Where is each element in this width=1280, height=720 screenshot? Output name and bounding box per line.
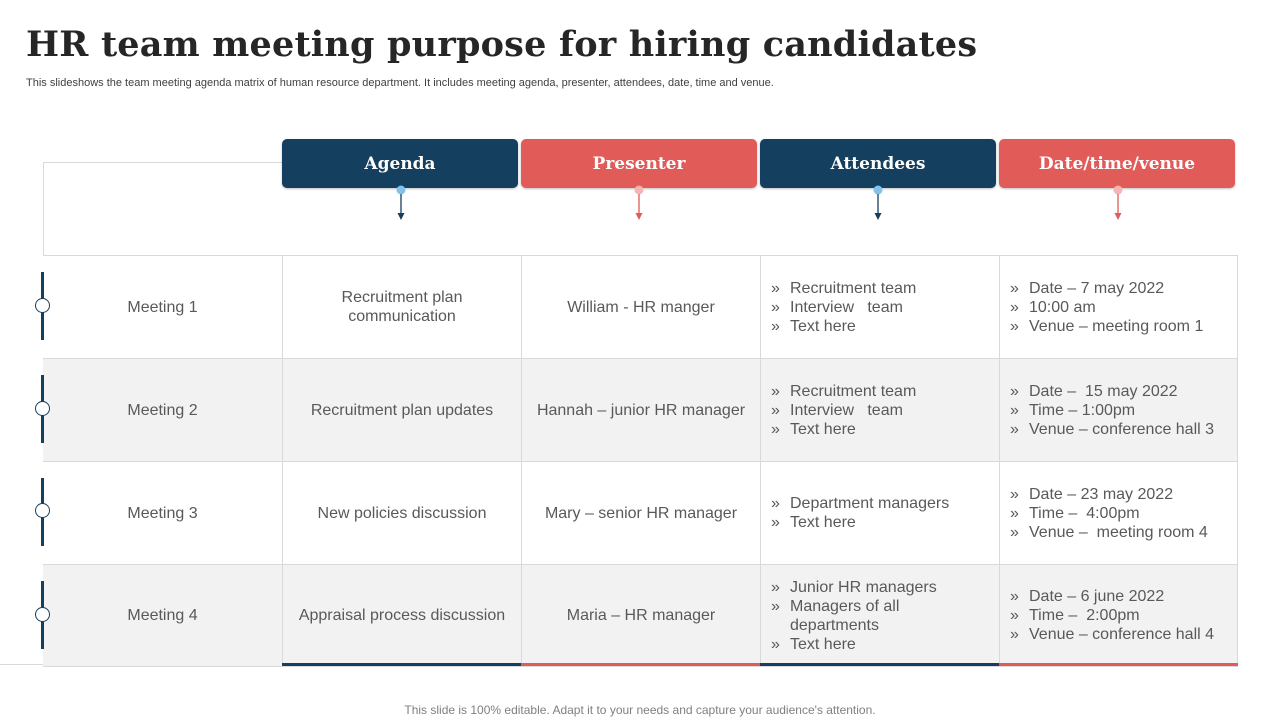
header-attendees: Attendees — [760, 139, 996, 188]
bullet-marker: » — [771, 578, 780, 596]
list-item: » Interview team — [771, 401, 903, 419]
list-item: » Venue – meeting room 4 — [1010, 523, 1208, 541]
list-item: » Venue – conference hall 3 — [1010, 420, 1215, 438]
list-item: » Date – 15 may 2022 — [1010, 382, 1178, 400]
list-item: » Date – 6 june 2022 — [1010, 588, 1165, 605]
bullet-marker: » — [771, 635, 780, 653]
list-item: » Time – 2:00pm — [1010, 607, 1140, 624]
list-item: » Time – 4:00pm — [1010, 504, 1140, 522]
bullet-marker: » — [771, 514, 780, 531]
meeting-label: Meeting 2 — [127, 401, 198, 419]
list-item: » Department managers — [771, 495, 950, 512]
attendees-column-bar — [760, 663, 999, 666]
bullet-marker: » — [771, 298, 780, 316]
header-date-time-venue: Date/time/venue — [999, 139, 1235, 188]
list-item: » Text here — [771, 514, 856, 531]
bullet-marker: » — [1010, 298, 1019, 316]
bullet-marker: » — [1010, 401, 1019, 419]
schedule-column-bar — [999, 663, 1238, 666]
presenter-cell: Hannah – junior HR manager — [521, 359, 760, 461]
list-item: » Junior HR managers — [771, 578, 937, 596]
slide-title: HR team meeting purpose for hiring candidates — [26, 24, 978, 65]
agenda-cell: Appraisal process discussion — [282, 565, 521, 666]
bullet-marker: » — [771, 420, 780, 438]
bullet-marker: » — [771, 317, 780, 335]
bullet-marker: » — [771, 279, 780, 297]
bullet-marker: » — [1010, 420, 1019, 438]
list-item: » Text here — [771, 317, 856, 335]
bullet-marker: » — [1010, 279, 1019, 297]
agenda-cell: Recruitment plan updates — [282, 359, 521, 461]
slide-subtitle: This slideshows the team meeting agenda matrix of human resource department. It includes meeting agenda, presenter, attendees, date, time and venue. — [26, 77, 774, 89]
timeline-node-icon — [35, 607, 50, 622]
meeting-label: Meeting 3 — [127, 504, 198, 522]
bullet-marker: » — [1010, 626, 1019, 643]
slide-bottom-rule — [0, 664, 43, 665]
agenda-cell: New policies discussion — [282, 462, 521, 564]
meeting-label: Meeting 4 — [127, 607, 198, 624]
presenter-cell: Mary – senior HR manager — [521, 462, 760, 564]
list-item: » Managers of all departments — [771, 597, 900, 634]
bullet-marker: » — [1010, 523, 1019, 541]
timeline-node-icon — [35, 401, 50, 416]
table-row — [43, 358, 1238, 461]
schedule-cell — [999, 565, 1238, 666]
table-row — [43, 255, 1238, 358]
list-item: » Date – 7 may 2022 — [1010, 279, 1165, 297]
header-presenter: Presenter — [521, 139, 757, 188]
list-item: » Time – 1:00pm — [1010, 401, 1136, 419]
bullet-marker: » — [771, 597, 780, 615]
schedule-cell — [999, 256, 1238, 358]
bullet-marker: » — [1010, 504, 1019, 522]
attendees-connector-arrow-icon — [872, 185, 884, 221]
list-item: » Date – 23 may 2022 — [1010, 485, 1174, 503]
bullet-marker: » — [1010, 607, 1019, 624]
meeting-label: Meeting 1 — [127, 298, 198, 316]
bullet-marker: » — [1010, 588, 1019, 605]
bullet-marker: » — [1010, 485, 1019, 503]
presenter-cell: Maria – HR manager — [521, 565, 760, 666]
presenter-column-bar — [521, 663, 760, 666]
table-row — [43, 461, 1238, 564]
frame-line-top — [43, 162, 283, 163]
schedule-connector-arrow-icon — [1112, 185, 1124, 221]
attendees-cell — [760, 256, 999, 358]
table-row — [43, 564, 1238, 667]
timeline-node-icon — [35, 298, 50, 313]
meeting-agenda-table — [43, 255, 1238, 666]
list-item: » Interview team — [771, 298, 903, 316]
agenda-cell: Recruitment plan communication — [282, 256, 521, 358]
agenda-column-bar — [282, 663, 521, 666]
timeline-node-icon — [35, 503, 50, 518]
list-item: » Venue – meeting room 1 — [1010, 317, 1204, 335]
list-item: » Text here — [771, 420, 856, 438]
agenda-connector-arrow-icon — [395, 185, 407, 221]
attendees-cell — [760, 565, 999, 666]
bullet-marker: » — [771, 495, 780, 512]
bullet-marker: » — [1010, 317, 1019, 335]
presenter-connector-arrow-icon — [633, 185, 645, 221]
bullet-marker: » — [771, 401, 780, 419]
list-item: » Text here — [771, 635, 856, 653]
bullet-marker: » — [771, 382, 780, 400]
presenter-cell: William - HR manger — [521, 256, 760, 358]
bullet-marker: » — [1010, 382, 1019, 400]
list-item: » Venue – conference hall 4 — [1010, 626, 1215, 643]
list-item: » Recruitment team — [771, 382, 917, 400]
header-agenda: Agenda — [282, 139, 518, 188]
schedule-cell — [999, 462, 1238, 564]
list-item: » Recruitment team — [771, 279, 917, 297]
list-item: » 10:00 am — [1010, 298, 1096, 316]
slide-footer-note: This slide is 100% editable. Adapt it to your needs and capture your audience's attention. — [404, 703, 876, 717]
attendees-cell — [760, 359, 999, 461]
frame-line-left — [43, 162, 44, 256]
attendees-cell — [760, 462, 999, 564]
schedule-cell — [999, 359, 1238, 461]
